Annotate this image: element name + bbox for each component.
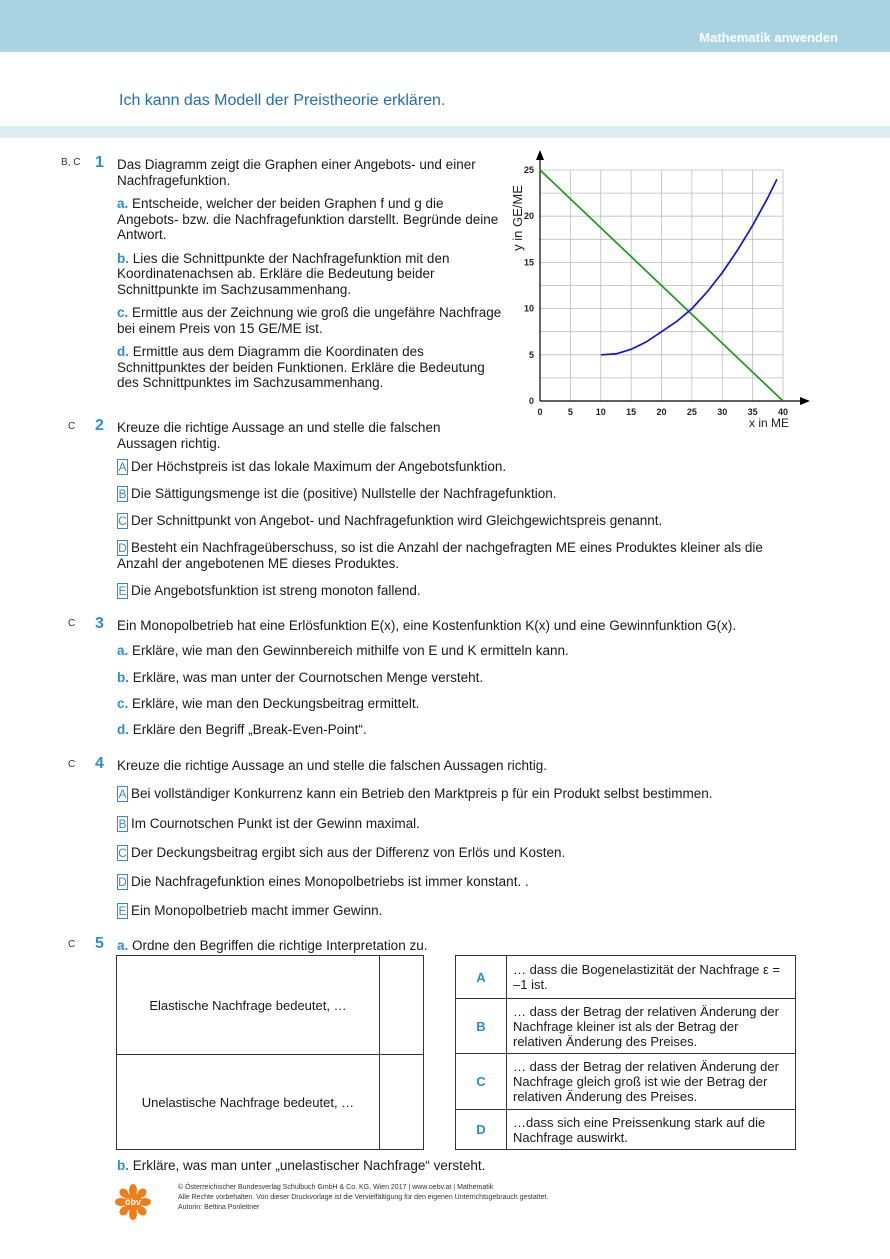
y-tick-label: 0 xyxy=(528,396,534,406)
x-tick-label: 0 xyxy=(537,407,543,417)
checkbox-d[interactable]: D xyxy=(118,541,127,555)
task5-level: C xyxy=(68,939,76,950)
task1-a: a. Entscheide, welcher der beiden Graphen f und g die Angebots- bzw. die Nachfragefunktion darstellt. Begründe deine Antwort. xyxy=(117,196,499,242)
y-tick-label: 25 xyxy=(523,165,534,175)
x-tick-label: 10 xyxy=(595,407,606,417)
page-title: Ich kann das Modell der Preistheorie erklären. xyxy=(119,92,446,109)
task4-item: B Im Cournotschen Punkt ist der Gewinn maximal. xyxy=(118,816,420,831)
task4-item: E Ein Monopolbetrieb macht immer Gewinn. xyxy=(118,903,383,918)
task1-c: c. Ermittle aus der Zeichnung wie groß die ungefähre Nachfrage bei einem Preis von 15 GE/ME ist. xyxy=(117,305,502,336)
option-letter: B xyxy=(456,999,507,1054)
y-axis-arrow xyxy=(536,150,544,160)
task2-item: D Besteht ein Nachfrageüberschuss, so ist die Anzahl der nachgefragten ME eines Produktes kleiner als die Anzahl der angebotenen ME dieses Produktes. xyxy=(117,540,763,571)
task5-a: a. Ordne den Begriffen die richtige Interpretation zu. xyxy=(117,938,428,953)
task1-level: B, C xyxy=(61,157,81,168)
task2-number: 2 xyxy=(95,417,104,434)
task2-level: C xyxy=(68,421,76,432)
task4-item: C Der Deckungsbeitrag ergibt sich aus der Differenz von Erlös und Kosten. xyxy=(118,845,566,860)
x-axis-arrow xyxy=(800,397,810,405)
matching-left-table xyxy=(116,955,424,1150)
task3-intro: Ein Monopolbetrieb hat eine Erlösfunktion E(x), eine Kostenfunktion K(x) und eine Gewinnfunktion G(x). xyxy=(117,618,737,633)
checkbox-a[interactable]: A xyxy=(118,787,127,801)
x-tick-label: 35 xyxy=(747,407,758,417)
task2-intro: Kreuze die richtige Aussage an und stelle die falschen Aussagen richtig. xyxy=(117,420,441,451)
task3-number: 3 xyxy=(95,615,104,632)
checkbox-c[interactable]: C xyxy=(118,846,127,860)
task5-b: b. Erkläre, was man unter „unelastischer Nachfrage“ versteht. xyxy=(117,1158,486,1173)
task4-item: D Die Nachfragefunktion eines Monopolbetriebs ist immer konstant. . xyxy=(118,874,529,889)
checkbox-b[interactable]: B xyxy=(118,817,127,831)
task1-number: 1 xyxy=(95,154,104,171)
y-tick-label: 15 xyxy=(523,257,534,268)
y-tick-label: 20 xyxy=(523,211,534,222)
logo-text: öbv xyxy=(124,1197,142,1207)
task3-b: b. Erkläre, was man unter der Cournotschen Menge versteht. xyxy=(117,670,484,685)
option-text: … dass der Betrag der relativen Änderung der Nachfrage kleiner ist als der Betrag der relativen Änderung des Preises. xyxy=(507,999,796,1054)
title-underline-band xyxy=(0,126,890,138)
option-text: …dass sich eine Preissenkung stark auf die Nachfrage auswirkt. xyxy=(507,1110,796,1150)
option-text: … dass der Betrag der relativen Änderung der Nachfrage gleich groß ist wie der Betrag der relativen Änderung des Preises. xyxy=(507,1054,796,1110)
x-tick-label: 40 xyxy=(777,407,789,417)
option-letter: D xyxy=(456,1110,507,1150)
x-tick-label: 30 xyxy=(717,407,728,417)
x-tick-label: 25 xyxy=(686,407,697,417)
task1-d: d. Ermittle aus dem Diagramm die Koordinaten des Schnittpunktes der beiden Funktionen. Erkläre die Bedeutung des Schnittpunktes im Sachzusammenhang. xyxy=(117,344,485,390)
task5-number: 5 xyxy=(95,935,104,952)
section-title: Mathematik anwenden xyxy=(699,30,838,45)
footer-copyright: © Österreichischer Bundesverlag Schulbuch GmbH & Co. KG, Wien 2017 | www.oebv.at | Mathematik xyxy=(178,1184,494,1191)
task4-number: 4 xyxy=(95,755,104,772)
term-inelastic: Unelastische Nachfrage bedeutet, … xyxy=(117,1055,380,1150)
checkbox-d[interactable]: D xyxy=(118,875,127,889)
y-axis-label: y in GE/ME xyxy=(510,185,525,251)
task3-level: C xyxy=(68,618,76,629)
answer-cell[interactable] xyxy=(379,1055,423,1150)
footer-author: Autorin: Bettina Ponleitner xyxy=(178,1204,260,1211)
task3-a: a. Erkläre, wie man den Gewinnbereich mithilfe von E und K ermitteln kann. xyxy=(117,643,569,658)
answer-cell[interactable] xyxy=(379,956,423,1055)
footer xyxy=(178,1183,548,1213)
checkbox-a[interactable]: A xyxy=(118,460,127,474)
x-axis-label: x in ME xyxy=(748,416,789,430)
footer-rights: Alle Rechte vorbehalten. Von dieser Druckvorlage ist die Vervielfältigung für den eigenen Unterrichtsgebrauch gestattet. xyxy=(178,1194,549,1201)
x-tick-label: 5 xyxy=(567,407,573,417)
option-letter: C xyxy=(456,1054,507,1110)
task2-item: C Der Schnittpunkt von Angebot- und Nachfragefunktion wird Gleichgewichtspreis genannt. xyxy=(118,513,663,528)
supply-demand-chart xyxy=(500,148,815,433)
checkbox-c[interactable]: C xyxy=(118,514,127,528)
x-tick-label: 20 xyxy=(656,407,667,417)
oebv-logo xyxy=(113,1183,153,1221)
y-tick-label: 10 xyxy=(523,303,534,314)
task4-intro: Kreuze die richtige Aussage an und stelle die falschen Aussagen richtig. xyxy=(117,758,548,773)
x-tick-label: 15 xyxy=(626,407,637,417)
task4-item: A Bei vollständiger Konkurrenz kann ein Betrieb den Marktpreis p für ein Produkt selbst bestimmen. xyxy=(118,786,713,801)
task3-d: d. Erkläre den Begriff „Break-Even-Point“. xyxy=(117,722,367,737)
task2-item: B Die Sättigungsmenge ist die (positive) Nullstelle der Nachfragefunktion. xyxy=(118,486,557,501)
matching-right-table xyxy=(455,955,796,1150)
term-elastic: Elastische Nachfrage bedeutet, … xyxy=(117,956,380,1055)
option-letter: A xyxy=(456,956,507,999)
y-tick-label: 5 xyxy=(528,349,534,360)
task1-text xyxy=(117,157,502,391)
task1-b: b. Lies die Schnittpunkte der Nachfragefunktion mit den Koordinatenachsen ab. Erkläre die Bedeutung beider Schnittpunkte im Sachzusammenhang. xyxy=(117,250,450,297)
task1-intro: Das Diagramm zeigt die Graphen einer Angebots- und einer Nachfragefunktion. xyxy=(117,157,476,188)
task2-item: E Die Angebotsfunktion ist streng monoton fallend. xyxy=(118,583,421,598)
task4-level: C xyxy=(68,759,76,770)
checkbox-e[interactable]: E xyxy=(118,904,127,918)
option-text: … dass die Bogenelastizität der Nachfrage ε = –1 ist. xyxy=(507,956,796,999)
task3-c: c. Erkläre, wie man den Deckungsbeitrag ermittelt. xyxy=(117,696,420,711)
checkbox-e[interactable]: E xyxy=(118,584,127,598)
task2-item: A Der Höchstpreis ist das lokale Maximum der Angebotsfunktion. xyxy=(118,459,507,474)
checkbox-b[interactable]: B xyxy=(118,487,127,501)
supply-curve xyxy=(601,179,777,355)
